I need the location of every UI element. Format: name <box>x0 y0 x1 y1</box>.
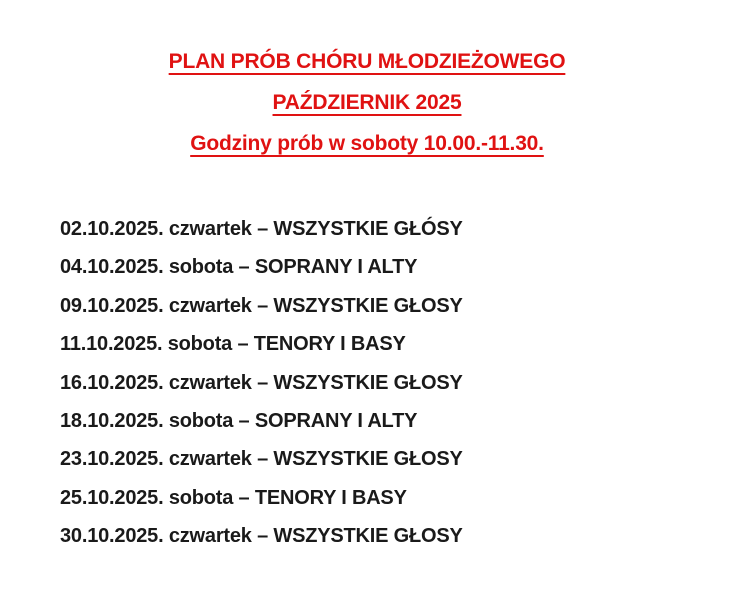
schedule-day: czwartek <box>168 294 252 317</box>
schedule-dash: – <box>238 256 250 279</box>
schedule-voices: TENORY I BASY <box>254 486 407 509</box>
schedule-dash: – <box>238 410 250 433</box>
schedule-day: czwartek <box>168 218 252 240</box>
schedule-dash: – <box>257 525 269 548</box>
document-subtitle-month: PAŹDZIERNIK 2025 <box>272 91 462 114</box>
schedule-voices: TENORY I BASY <box>253 333 406 356</box>
document-header <box>0 0 734 164</box>
schedule-voices: WSZYSTKIE GŁOSY <box>273 448 463 471</box>
schedule-dash: – <box>257 448 269 471</box>
rehearsal-schedule-list <box>60 210 734 556</box>
document-title: PLAN PRÓB CHÓRU MŁODZIEŻOWEGO <box>168 50 566 73</box>
schedule-row <box>60 440 734 478</box>
schedule-row <box>60 325 734 363</box>
schedule-day: sobota <box>168 256 234 279</box>
schedule-day: sobota <box>168 410 234 433</box>
schedule-row <box>60 479 734 517</box>
document-subtitle-hours: Godziny prób w soboty 10.00.-11.30. <box>190 132 544 155</box>
schedule-day: czwartek <box>168 525 252 548</box>
schedule-row <box>60 402 734 440</box>
schedule-date: 18.10.2025. <box>60 410 164 433</box>
schedule-date: 11.10.2025. <box>60 333 163 356</box>
schedule-date: 25.10.2025. <box>60 486 164 509</box>
schedule-dash: – <box>238 486 250 509</box>
schedule-dash: – <box>257 371 269 394</box>
schedule-date: 16.10.2025. <box>60 371 164 394</box>
schedule-date: 30.10.2025. <box>60 525 164 548</box>
schedule-date: 09.10.2025. <box>60 294 164 317</box>
schedule-day: sobota <box>168 486 234 509</box>
schedule-day: czwartek <box>168 371 252 394</box>
schedule-voices: WSZYSTKIE GŁÓSY <box>273 218 463 240</box>
schedule-row <box>60 210 734 248</box>
schedule-row <box>60 364 734 402</box>
schedule-voices: SOPRANY I ALTY <box>254 410 418 433</box>
schedule-voices: WSZYSTKIE GŁOSY <box>273 294 463 317</box>
schedule-row <box>60 287 734 325</box>
schedule-dash: – <box>237 333 249 356</box>
schedule-voices: WSZYSTKIE GŁOSY <box>273 525 463 548</box>
schedule-dash: – <box>257 294 269 317</box>
schedule-dash: – <box>257 218 269 240</box>
schedule-date: 04.10.2025. <box>60 256 164 279</box>
schedule-date: 23.10.2025. <box>60 448 164 471</box>
schedule-day: czwartek <box>168 448 252 471</box>
schedule-voices: WSZYSTKIE GŁOSY <box>273 371 463 394</box>
schedule-row <box>60 517 734 555</box>
schedule-date: 02.10.2025. <box>60 218 164 240</box>
schedule-voices: SOPRANY I ALTY <box>254 256 418 279</box>
schedule-row <box>60 248 734 286</box>
schedule-day: sobota <box>167 333 233 356</box>
